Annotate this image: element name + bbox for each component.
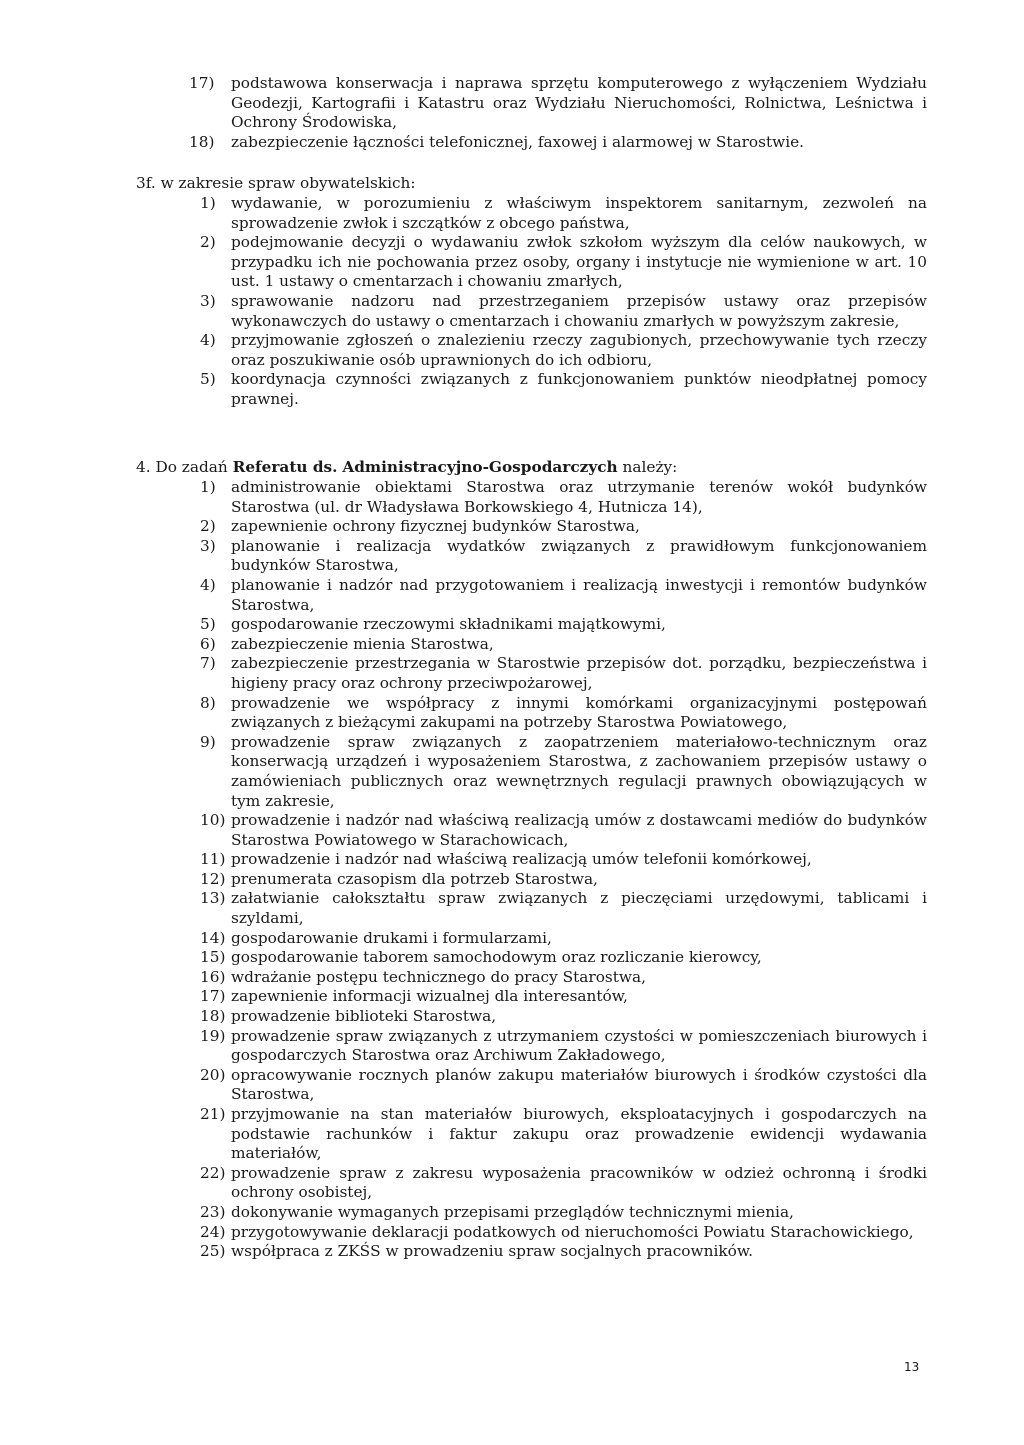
list-item-number: 16) <box>200 967 226 986</box>
list-item-text: prowadzenie we współpracy z innymi komórkami organizacyjnymi postępowań związanych z bieżącymi zakupami na potrzeby Starostwa Powiatowego, <box>231 693 927 732</box>
section-4-heading-prefix: 4. Do zadań <box>136 458 233 476</box>
list-item-number: 20) <box>200 1065 226 1084</box>
section-4-heading-suffix: należy: <box>617 458 678 476</box>
list-item-text: planowanie i realizacja wydatków związanych z prawidłowym funkcjonowaniem budynków Starostwa, <box>231 536 927 575</box>
list-item-number: 8) <box>200 693 216 712</box>
list-item <box>200 987 927 1007</box>
list-item-number: 15) <box>200 948 226 967</box>
list-item <box>200 1105 927 1164</box>
list-item-text: dokonywanie wymaganych przepisami przeglądów technicznymi mienia, <box>231 1202 794 1221</box>
list-item <box>200 968 927 988</box>
list-item <box>200 694 927 733</box>
list-item-number: 13) <box>200 889 226 908</box>
list-item <box>200 615 927 635</box>
list-item-number: 9) <box>200 732 216 751</box>
list-item-number: 6) <box>200 634 216 653</box>
list-item <box>200 1223 927 1243</box>
list-item-number: 18) <box>200 1007 226 1026</box>
section-4-heading <box>136 458 677 478</box>
list-item <box>200 517 927 537</box>
list-item <box>200 948 927 968</box>
list-4 <box>200 478 927 1262</box>
list-item-text: przyjmowanie zgłoszeń o znalezieniu rzeczy zagubionych, przechowywanie tych rzeczy oraz poszukiwanie osób uprawnionych do ich odbioru, <box>231 331 927 369</box>
list-item-number: 17) <box>200 987 226 1006</box>
list-item <box>200 194 927 233</box>
list-item <box>200 654 927 693</box>
list-item-text: współpraca z ZKŚS w prowadzeniu spraw socjalnych pracowników. <box>231 1242 753 1261</box>
list-item-text: prowadzenie spraw z zakresu wyposażenia pracowników w odzież ochronną i środki ochrony osobistej, <box>231 1163 927 1202</box>
list-item <box>200 1242 927 1262</box>
list-item <box>189 133 927 153</box>
list-item-number: 5) <box>200 615 216 634</box>
list-item-number: 22) <box>200 1163 226 1182</box>
section-4-heading-bold-2: Administracyjno-Gospodarczych <box>342 458 618 476</box>
list-item-number: 3) <box>200 291 216 310</box>
list-item-text: planowanie i nadzór nad przygotowaniem i realizacją inwestycji i remontów budynków Starostwa, <box>231 575 927 614</box>
list-item-text: podejmowanie decyzji o wydawaniu zwłok szkołom wyższym dla celów naukowych, w przypadku ich nie pochowania przez osoby, organy i instytucje nie wymienione w art. 10 ust. 1 ustawy o cmentarzach i chowaniu zmarłych, <box>231 233 927 291</box>
list-item-text: prowadzenie i nadzór nad właściwą realizacją umów telefonii komórkowej, <box>231 850 812 869</box>
list-item <box>200 1066 927 1105</box>
list-item-number: 19) <box>200 1026 226 1045</box>
list-item-text: opracowywanie rocznych planów zakupu materiałów biurowych i środków czystości dla Starostwa, <box>231 1065 927 1104</box>
list-item-number: 4) <box>200 575 216 594</box>
list-item-number: 5) <box>200 370 216 389</box>
list-item-text: zapewnienie informacji wizualnej dla interesantów, <box>231 987 628 1006</box>
list-item-number: 18) <box>189 132 215 151</box>
section-3f-heading: 3f. w zakresie spraw obywatelskich: <box>136 174 416 192</box>
list-item <box>200 811 927 850</box>
list-item-number: 23) <box>200 1202 226 1221</box>
list-item-text: przygotowywanie deklaracji podatkowych od nieruchomości Powiatu Starachowickiego, <box>231 1222 914 1241</box>
list-item-number: 7) <box>200 654 216 673</box>
list-item <box>200 576 927 615</box>
list-item <box>200 889 927 928</box>
list-item-number: 4) <box>200 331 216 350</box>
list-item <box>200 1164 927 1203</box>
list-item-text: przyjmowanie na stan materiałów biurowych, eksploatacyjnych i gospodarczych na podstawie rachunków i faktur zakupu oraz prowadzenie ewidencji wydawania materiałów, <box>231 1105 927 1163</box>
page-number: 13 <box>904 1360 920 1374</box>
list-item-text: prowadzenie spraw związanych z zaopatrzeniem materiałowo-technicznym oraz konserwacją urządzeń i wyposażeniem Starostwa, z zachowaniem przepisów ustawy o zamówieniach publicznych oraz wewnętrznych regulacji prawnych obowiązujących w tym zakresie, <box>231 732 927 810</box>
list-item-text: administrowanie obiektami Starostwa oraz utrzymanie terenów wokół budynków Starostwa (ul. dr Władysława Borkowskiego 4, Hutnicza 14), <box>231 478 927 516</box>
list-item-number: 14) <box>200 928 226 947</box>
list-item-text: wdrażanie postępu technicznego do pracy Starostwa, <box>231 967 646 986</box>
list-item-text: prowadzenie biblioteki Starostwa, <box>231 1007 497 1026</box>
list-item <box>200 1203 927 1223</box>
list-continued <box>189 74 927 152</box>
list-item-text: wydawanie, w porozumieniu z właściwym inspektorem sanitarnym, zezwoleń na sprowadzenie zwłok i szczątków z obcego państwa, <box>231 194 927 232</box>
list-item-number: 11) <box>200 850 226 869</box>
list-item <box>200 1027 927 1066</box>
list-item-number: 2) <box>200 517 216 536</box>
list-item <box>189 74 927 133</box>
list-item <box>200 537 927 576</box>
list-item <box>200 870 927 890</box>
list-item-number: 12) <box>200 869 226 888</box>
list-item-text: prowadzenie spraw związanych z utrzymaniem czystości w pomieszczeniach biurowych i gospodarczych Starostwa oraz Archiwum Zakładowego, <box>231 1026 927 1065</box>
list-item <box>200 370 927 409</box>
list-3f <box>200 194 927 410</box>
list-item-text: gospodarowanie rzeczowymi składnikami majątkowymi, <box>231 615 666 634</box>
list-item <box>200 1007 927 1027</box>
list-item <box>200 929 927 949</box>
list-item-number: 25) <box>200 1242 226 1261</box>
list-item-text: zabezpieczenie mienia Starostwa, <box>231 634 494 653</box>
list-item-text: prenumerata czasopism dla potrzeb Starostwa, <box>231 869 598 888</box>
list-item-number: 2) <box>200 233 216 252</box>
list-item <box>200 233 927 292</box>
list-item-text: podstawowa konserwacja i naprawa sprzętu komputerowego z wyłączeniem Wydziału Geodezji, Kartografii i Katastru oraz Wydziału Nieruchomości, Rolnictwa, Leśnictwa i Ochrony Środowiska, <box>231 74 927 132</box>
list-item-number: 21) <box>200 1105 226 1123</box>
list-item <box>200 635 927 655</box>
list-item-text: prowadzenie i nadzór nad właściwą realizacją umów z dostawcami mediów do budynków Starostwa Powiatowego w Starachowicach, <box>231 811 927 849</box>
list-item-number: 1) <box>200 194 216 212</box>
list-item-text: koordynacja czynności związanych z funkcjonowaniem punktów nieodpłatnej pomocy prawnej. <box>231 370 927 408</box>
list-item <box>200 733 927 811</box>
list-item-text: zapewnienie ochrony fizycznej budynków Starostwa, <box>231 517 640 536</box>
list-item-text: zabezpieczenie przestrzegania w Starostwie przepisów dot. porządku, bezpieczeństwa i higieny pracy oraz ochrony przeciwpożarowej, <box>231 654 927 692</box>
list-item-number: 17) <box>189 74 215 92</box>
list-item-text: gospodarowanie drukami i formularzami, <box>231 928 552 947</box>
list-item-text: zabezpieczenie łączności telefonicznej, faxowej i alarmowej w Starostwie. <box>231 132 805 151</box>
list-item-text: gospodarowanie taborem samochodowym oraz rozliczanie kierowcy, <box>231 948 762 967</box>
list-item <box>200 478 927 517</box>
list-item <box>200 331 927 370</box>
list-item <box>200 292 927 331</box>
section-4-heading-bold-1: Referatu ds. <box>232 458 338 476</box>
list-item-text: sprawowanie nadzoru nad przestrzeganiem przepisów ustawy oraz przepisów wykonawczych do ustawy o cmentarzach i chowaniu zmarłych w powyższym zakresie, <box>231 291 927 330</box>
list-item <box>200 850 927 870</box>
list-item-number: 10) <box>200 811 226 830</box>
list-item-number: 3) <box>200 536 216 555</box>
list-item-number: 24) <box>200 1222 226 1241</box>
list-item-number: 1) <box>200 478 216 496</box>
list-item-text: załatwianie całokształtu spraw związanych z pieczęciami urzędowymi, tablicami i szyldami, <box>231 889 927 928</box>
